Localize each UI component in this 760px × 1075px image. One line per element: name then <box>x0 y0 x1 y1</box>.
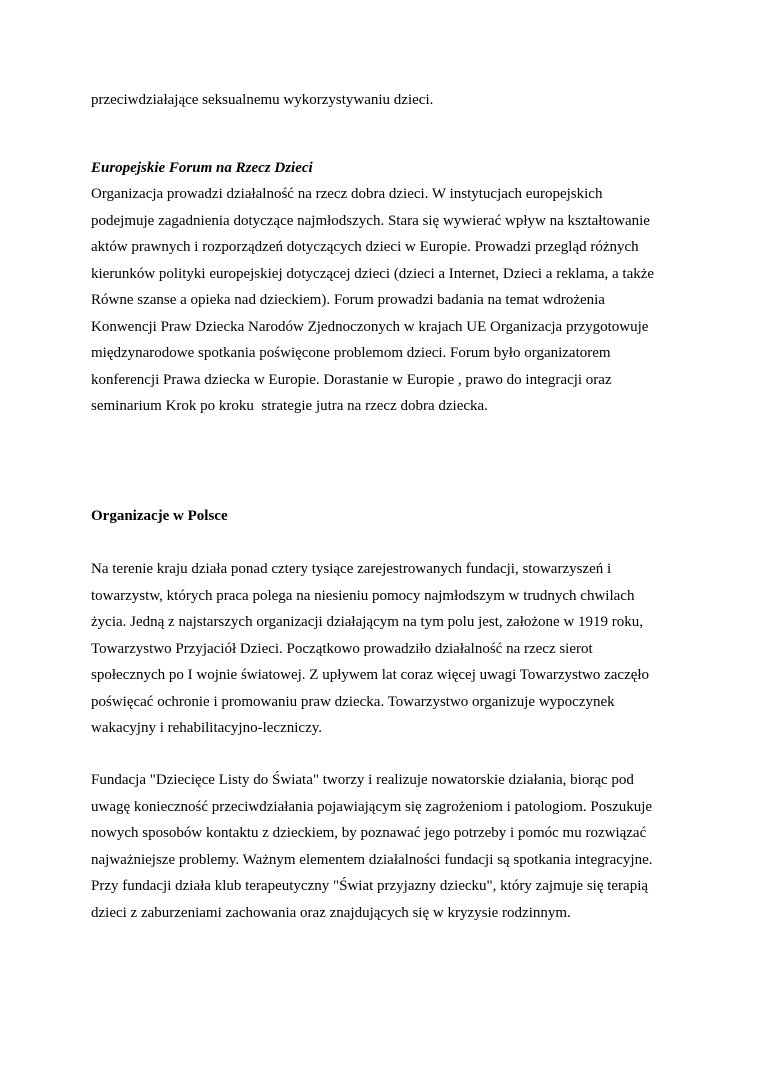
paragraph-line: Towarzystwo Przyjaciół Dzieci. Początkowo prowadziło działalność na rzecz sierot <box>91 641 593 657</box>
paragraph-line: poświęcać ochronie i promowaniu praw dziecka. Towarzystwo organizuje wypoczynek <box>91 694 615 710</box>
paragraph-line: najważniejsze problemy. Ważnym elementem działalności fundacji są spotkania integracyjne. <box>91 852 653 868</box>
paragraph-line: Równe szanse a opieka nad dzieckiem). Forum prowadzi badania na temat wdrożenia <box>91 292 605 308</box>
paragraph-line: konferencji Prawa dziecka w Europie. Dorastanie w Europie , prawo do integracji oraz <box>91 372 612 388</box>
paragraph-line: społecznych po I wojnie światowej. Z upływem lat coraz więcej uwagi Towarzystwo zaczęło <box>91 667 650 683</box>
paragraph-line: podejmuje zagadnienia dotyczące najmłodszych. Stara się wywierać wpływ na kształtowanie <box>91 213 650 229</box>
intro-line: przeciwdziałające seksualnemu wykorzystywaniu dzieci. <box>91 92 434 108</box>
paragraph-line: aktów prawnych i rozporządzeń dotyczących dzieci w Europie. Prowadzi przegląd różnych <box>91 239 639 255</box>
paragraph-line: nowych sposobów kontaktu z dzieckiem, by poznawać jego potrzeby i pomóc mu rozwiązać <box>91 825 647 841</box>
paragraph-line: kierunków polityki europejskiej dotyczącej dzieci (dzieci a Internet, Dzieci a reklama, a także <box>91 266 655 282</box>
paragraph-line: Przy fundacji działa klub terapeutyczny "Świat przyjazny dziecku", który zajmuje się terapią <box>91 878 649 894</box>
paragraph-line: Fundacja "Dziecięce Listy do Świata" tworzy i realizuje nowatorskie działania, biorąc pod <box>91 772 634 788</box>
paragraph-line: Konwencji Praw Dziecka Narodów Zjednoczonych w krajach UE Organizacja przygotowuje <box>91 319 649 335</box>
paragraph-line: wakacyjny i rehabilitacyjno-leczniczy. <box>91 720 322 736</box>
paragraph-line: towarzystw, których praca polega na niesieniu pomocy najmłodszym w trudnych chwilach <box>91 588 635 604</box>
paragraph-line: międzynarodowe spotkania poświęcone problemom dzieci. Forum było organizatorem <box>91 345 611 361</box>
paragraph-line: dzieci z zaburzeniami zachowania oraz znajdujących się w kryzysie rodzinnym. <box>91 905 571 921</box>
paragraph-line: uwagę konieczność przeciwdziałania pojawiającym się zagrożeniom i patologiom. Poszukuje <box>91 799 653 815</box>
section-heading-european-forum: Europejskie Forum na Rzecz Dzieci <box>91 160 313 176</box>
section-heading-organizations-poland: Organizacje w Polsce <box>91 508 228 524</box>
paragraph-line: seminarium Krok po kroku strategie jutra na rzecz dobra dziecka. <box>91 398 488 414</box>
paragraph-line: Na terenie kraju działa ponad cztery tysiące zarejestrowanych fundacji, stowarzyszeń i <box>91 561 612 577</box>
paragraph-line: Organizacja prowadzi działalność na rzecz dobra dzieci. W instytucjach europejskich <box>91 186 603 202</box>
paragraph-line: życia. Jedną z najstarszych organizacji działającym na tym polu jest, założone w 1919 roku, <box>91 614 644 630</box>
